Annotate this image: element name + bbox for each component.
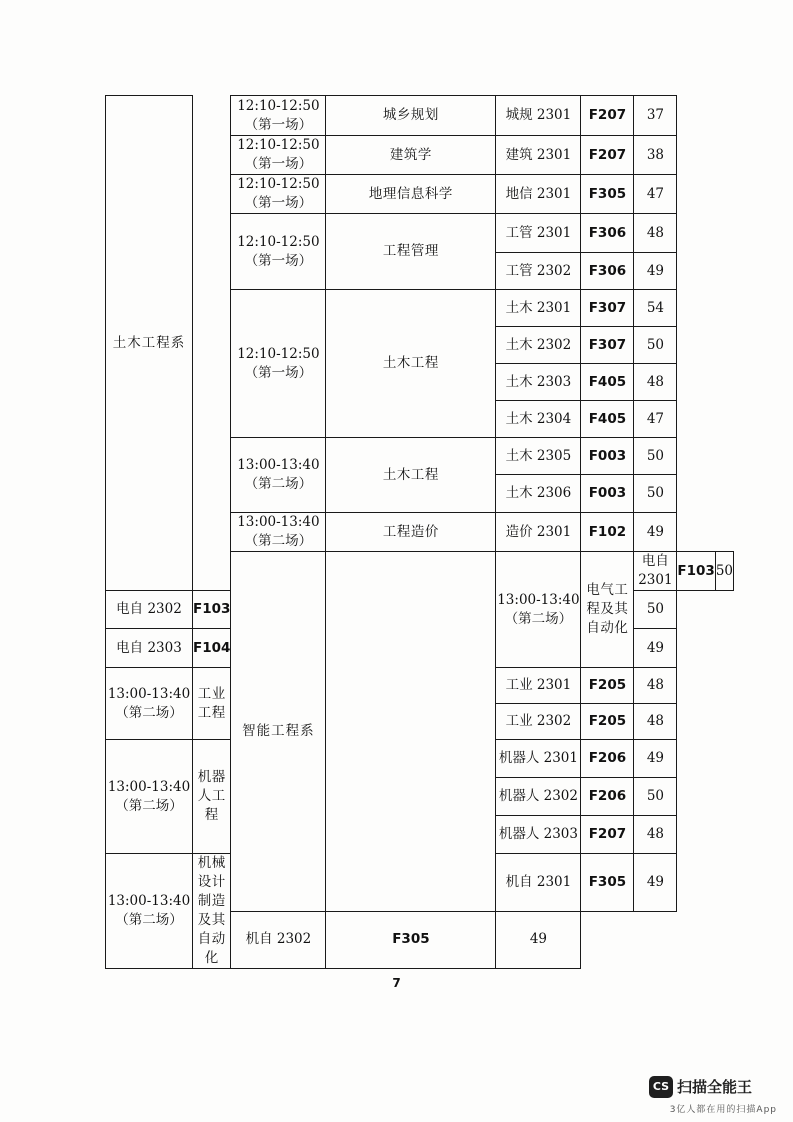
exam-schedule-table <box>105 95 734 969</box>
exam-session: （第二场） <box>504 610 573 627</box>
class-name-cell: 土木 2302 <box>496 327 581 364</box>
room-cell: F103 <box>677 552 715 591</box>
exam-time-cell <box>496 552 581 668</box>
major-cell: 工程管理 <box>326 214 496 290</box>
exam-time-cell <box>106 854 193 969</box>
exam-session: （第一场） <box>244 195 313 211</box>
major-cell: 工程造价 <box>326 513 496 552</box>
department-cell: 土木工程系 <box>106 96 193 591</box>
room-cell: F206 <box>581 740 634 778</box>
exam-time-cell <box>231 136 326 175</box>
exam-time-cell <box>231 175 326 214</box>
class-name-cell: 土木 2303 <box>496 364 581 401</box>
student-count-cell: 50 <box>634 327 677 364</box>
student-count-cell: 48 <box>634 816 677 854</box>
exam-time-cell <box>231 290 326 438</box>
major-cell: 土木工程 <box>326 290 496 438</box>
student-count-cell: 48 <box>634 668 677 704</box>
room-cell: F003 <box>581 475 634 513</box>
class-name-cell: 机自 2302 <box>231 911 326 969</box>
student-count-cell: 48 <box>634 704 677 740</box>
exam-time-cell <box>231 214 326 290</box>
room-cell: F207 <box>581 96 634 136</box>
room-cell: F305 <box>326 911 496 969</box>
room-cell: F305 <box>581 175 634 214</box>
exam-session: （第二场） <box>244 476 313 492</box>
room-cell: F207 <box>581 816 634 854</box>
class-name-cell: 机自 2301 <box>496 854 581 912</box>
exam-session: （第二场） <box>115 704 183 721</box>
exam-session: （第一场） <box>244 364 313 381</box>
student-count-cell: 50 <box>634 591 677 629</box>
exam-session: （第二场） <box>115 797 183 814</box>
class-name-cell: 土木 2301 <box>496 290 581 327</box>
exam-time: 13:00-13:40 <box>237 457 320 473</box>
student-count-cell: 38 <box>634 136 677 175</box>
exam-session: （第一场） <box>244 252 313 269</box>
class-name-cell: 土木 2304 <box>496 401 581 438</box>
class-name-cell: 建筑 2301 <box>496 136 581 175</box>
room-cell: F205 <box>581 704 634 740</box>
exam-time: 13:00-13:40 <box>107 685 191 702</box>
exam-session: （第一场） <box>244 156 313 172</box>
student-count-cell: 37 <box>634 96 677 136</box>
class-name-cell: 工业 2302 <box>496 704 581 740</box>
exam-time-cell <box>106 740 193 854</box>
student-count-cell: 49 <box>634 854 677 912</box>
major-cell: 电气工程及其自动化 <box>581 552 634 668</box>
exam-time-cell <box>106 668 193 740</box>
major-cell: 地理信息科学 <box>326 175 496 214</box>
scanner-watermark <box>627 1076 777 1116</box>
class-name-cell: 土木 2306 <box>496 475 581 513</box>
room-cell: F104 <box>193 629 231 668</box>
room-cell: F307 <box>581 290 634 327</box>
watermark-brand: 扫描全能王 <box>677 1078 753 1096</box>
watermark-slogan: 3亿人都在用的扫描App <box>669 1105 777 1115</box>
class-name-cell: 电自 2302 <box>106 591 193 629</box>
student-count-cell: 49 <box>634 253 677 290</box>
table-row <box>106 96 734 136</box>
class-name-cell: 地信 2301 <box>496 175 581 214</box>
exam-time-cell <box>231 438 326 513</box>
room-cell: F205 <box>581 668 634 704</box>
class-name-cell: 电自 2303 <box>106 629 193 668</box>
exam-time: 12:10-12:50 <box>237 176 320 192</box>
exam-time: 13:00-13:40 <box>497 591 580 608</box>
student-count-cell: 48 <box>634 214 677 253</box>
class-name-cell: 工管 2301 <box>496 214 581 253</box>
class-name-cell: 土木 2305 <box>496 438 581 475</box>
major-cell: 机械设计制造及其自动化 <box>193 854 231 969</box>
student-count-cell: 49 <box>634 629 677 668</box>
room-cell: F405 <box>581 401 634 438</box>
student-count-cell: 50 <box>634 438 677 475</box>
student-count-cell: 47 <box>634 175 677 214</box>
column-gap <box>326 552 496 912</box>
exam-time-cell <box>231 96 326 136</box>
exam-time-cell <box>231 513 326 552</box>
student-count-cell: 48 <box>634 364 677 401</box>
class-name-cell: 机器人 2301 <box>496 740 581 778</box>
exam-time: 13:00-13:40 <box>237 514 320 530</box>
class-name-cell: 工管 2302 <box>496 253 581 290</box>
student-count-cell: 50 <box>715 552 733 591</box>
class-name-cell: 工业 2301 <box>496 668 581 704</box>
exam-session: （第一场） <box>244 116 313 133</box>
exam-session: （第二场） <box>244 533 313 549</box>
student-count-cell: 54 <box>634 290 677 327</box>
major-cell: 建筑学 <box>326 136 496 175</box>
room-cell: F003 <box>581 438 634 475</box>
major-cell: 机器人工程 <box>193 740 231 854</box>
major-cell: 土木工程 <box>326 438 496 513</box>
room-cell: F305 <box>581 854 634 912</box>
class-name-cell: 城规 2301 <box>496 96 581 136</box>
exam-time: 13:00-13:40 <box>107 893 191 909</box>
exam-time: 12:10-12:50 <box>237 137 320 153</box>
major-cell: 城乡规划 <box>326 96 496 136</box>
student-count-cell: 49 <box>496 911 581 969</box>
exam-session: （第二场） <box>115 912 183 928</box>
student-count-cell: 50 <box>634 778 677 816</box>
room-cell: F306 <box>581 214 634 253</box>
major-cell: 工业工程 <box>193 668 231 740</box>
column-gap <box>193 96 231 591</box>
class-name-cell: 造价 2301 <box>496 513 581 552</box>
page-number: 7 <box>392 976 401 990</box>
room-cell: F306 <box>581 253 634 290</box>
class-name-cell: 机器人 2303 <box>496 816 581 854</box>
student-count-cell: 50 <box>634 475 677 513</box>
room-cell: F405 <box>581 364 634 401</box>
student-count-cell: 49 <box>634 513 677 552</box>
exam-time: 12:10-12:50 <box>237 97 320 114</box>
room-cell: F102 <box>581 513 634 552</box>
department-cell: 智能工程系 <box>231 552 326 912</box>
camscanner-logo-icon: CS <box>649 1076 673 1098</box>
student-count-cell: 47 <box>634 401 677 438</box>
exam-time: 12:10-12:50 <box>237 345 320 362</box>
exam-time: 13:00-13:40 <box>107 778 191 795</box>
room-cell: F207 <box>581 136 634 175</box>
class-name-cell: 机器人 2302 <box>496 778 581 816</box>
exam-time: 12:10-12:50 <box>237 233 320 250</box>
room-cell: F103 <box>193 591 231 629</box>
room-cell: F307 <box>581 327 634 364</box>
student-count-cell: 49 <box>634 740 677 778</box>
room-cell: F206 <box>581 778 634 816</box>
class-name-cell: 电自 2301 <box>634 552 677 591</box>
